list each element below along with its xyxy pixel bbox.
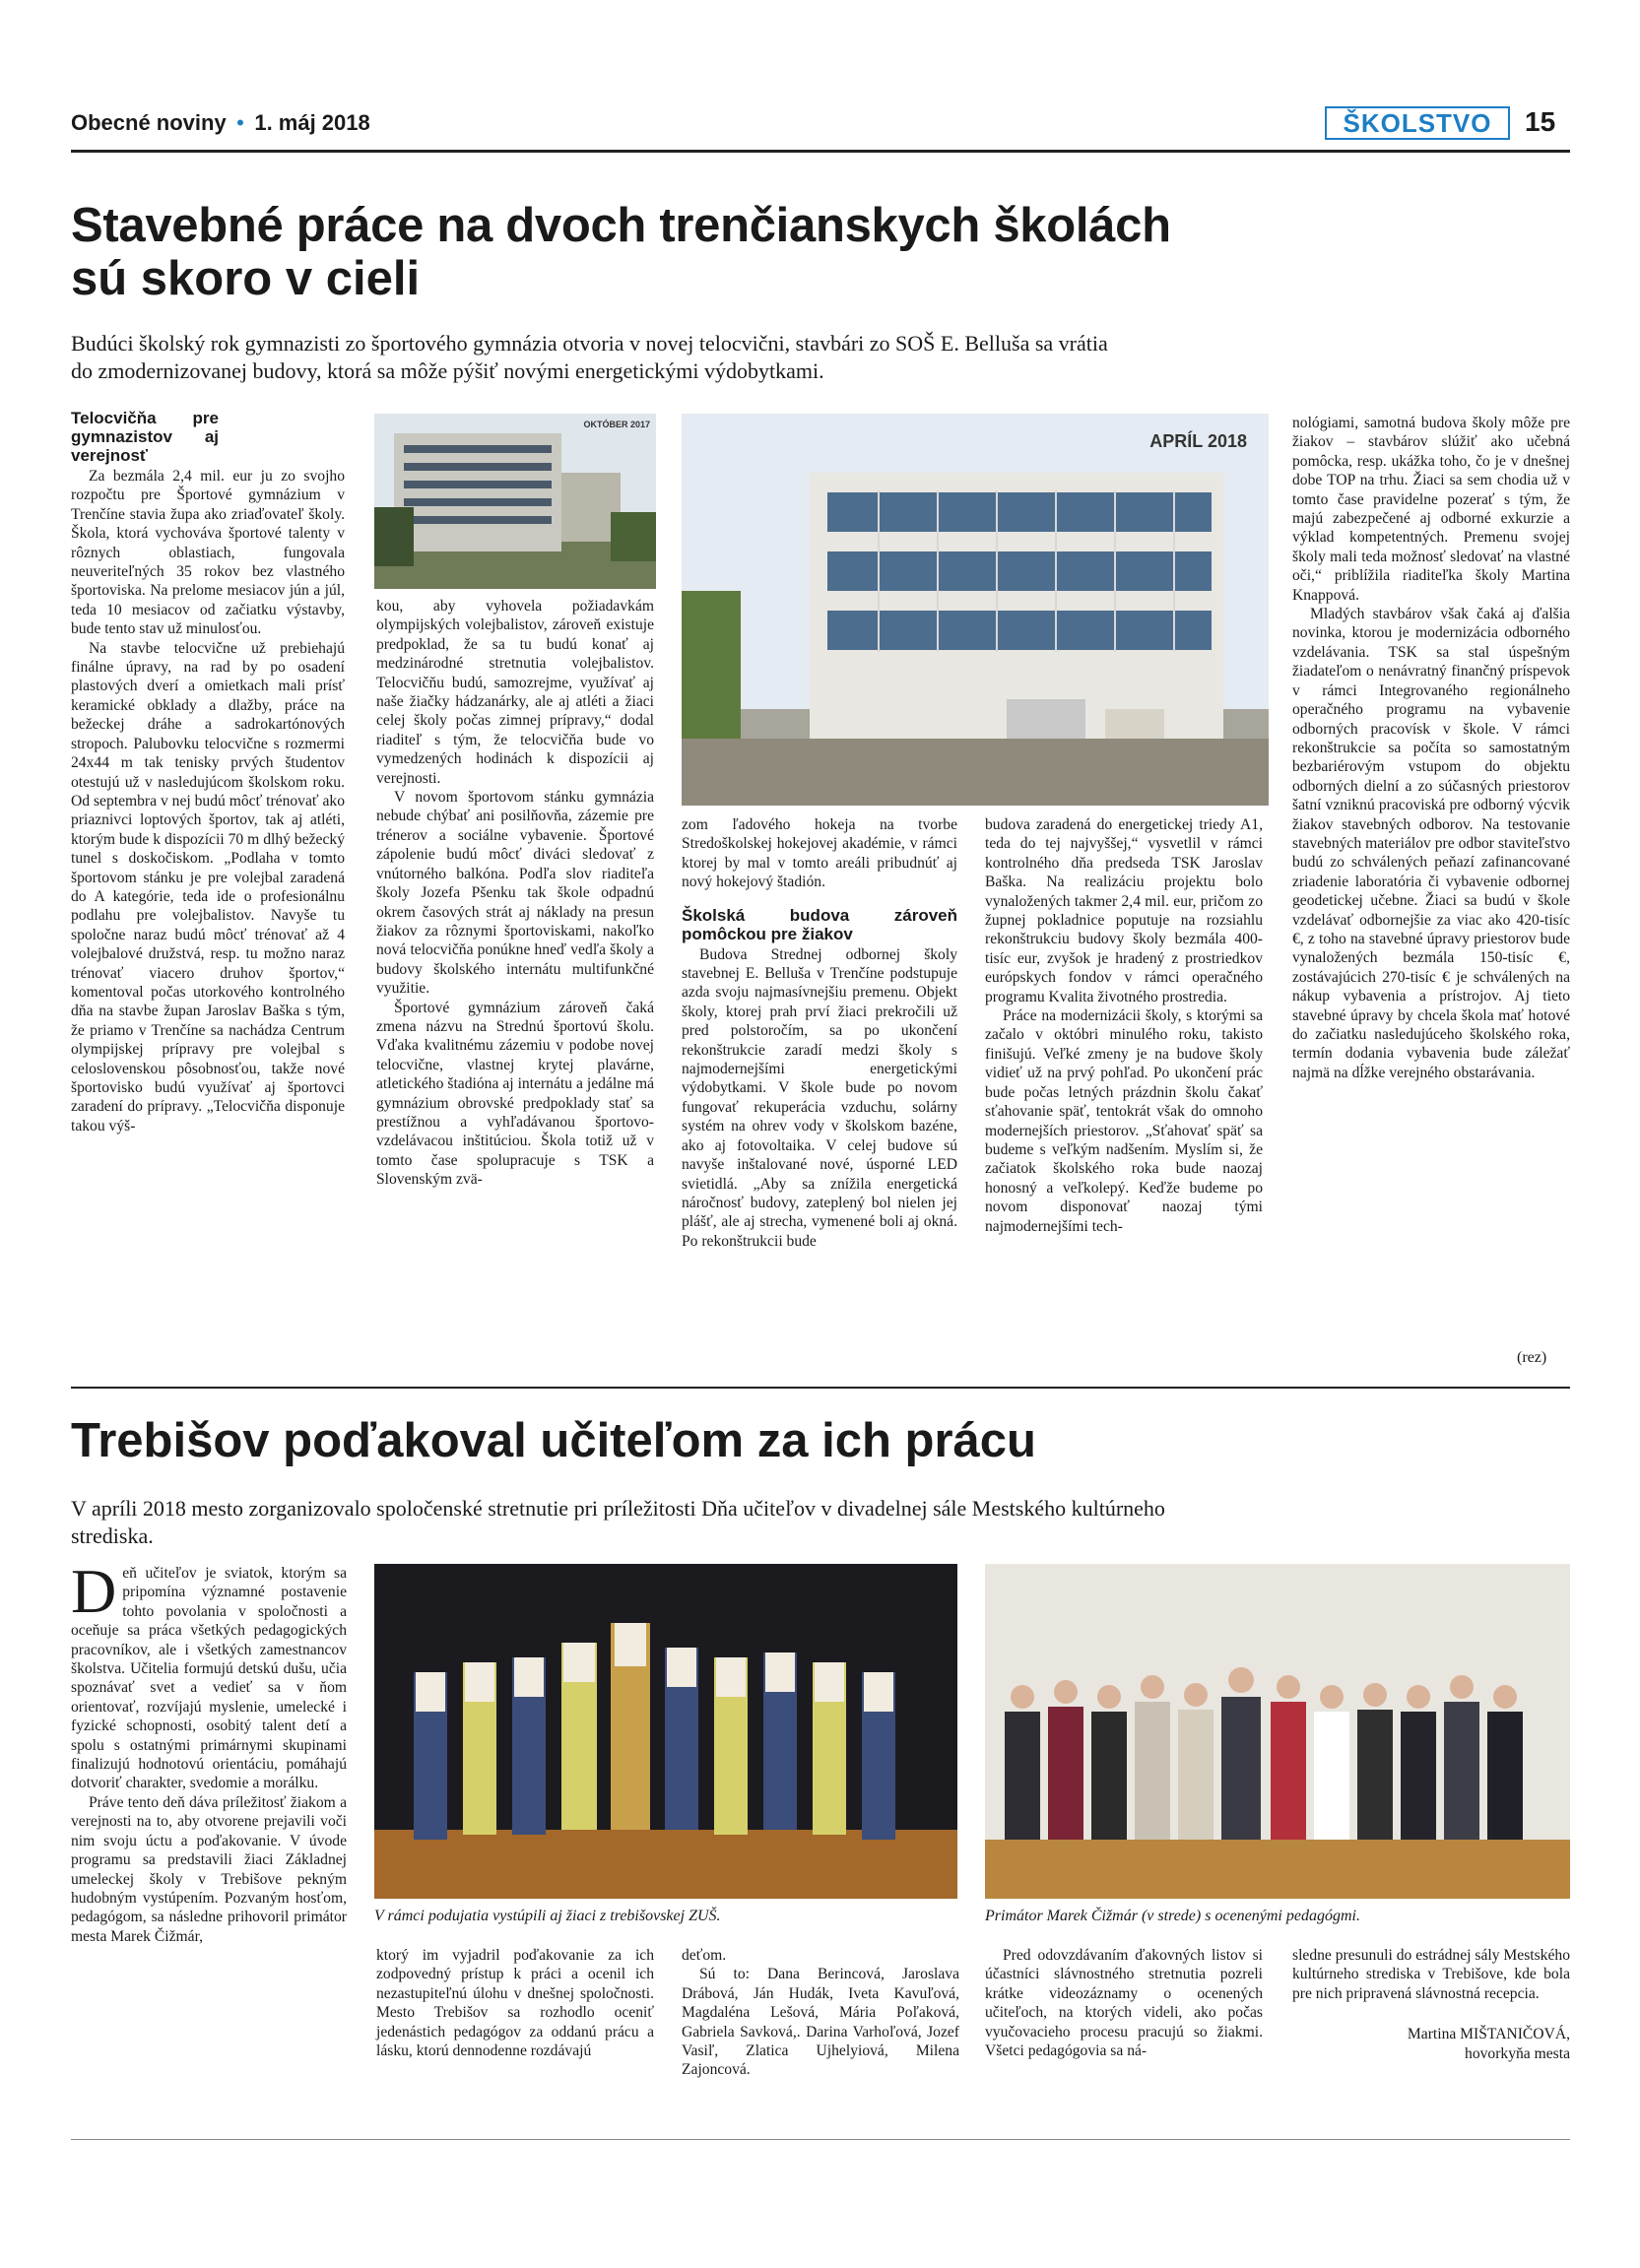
paragraph: ktorý im vyjadril poďakovanie za ich zodpovedný prístup k práci a ocenil ich nezastupiteľnú úlohu v dnešnej spoločnosti. Mesto Trebišov sa rozhodlo oceniť jedenástich pedagógov za oddanú prácu a lásku, ktorú dennodenne rozdávajú [376, 1947, 654, 2060]
article2-column-5 [1292, 1946, 1570, 2143]
author-role: hovorkyňa mesta [1465, 2044, 1570, 2062]
footer-rule [71, 2139, 1570, 2140]
article2-lead-line1: V apríli 2018 mesto zorganizovalo spoločenské stretnutie pri príležitosti Dňa učiteľov v divadelnej sále Mestského kultúrneho [71, 1496, 1165, 1521]
paragraph: Pred odovzdávaním ďakovných listov si účastníci slávnostného stretnutia pozreli krátke videozáznamy o ocenených učiteľoch, na ktorých videli, ako počas vyučovacieho procesu pracujú so žiakmi. Všetci pedagógovia sa ná- [985, 1947, 1263, 2060]
subhead-gymnasium: Telocvičňa pre gymnazistov aj verejnosť [71, 409, 219, 465]
paragraph: Sú to: Dana Berincová, Jaroslava Drábová, Ján Hudák, Iveta Kavuľová, Magdaléna Lešová, Mária Poľaková, Gabriela Savková,. Darina Varhoľová, Jozef Vasiľ, Zlatica Ujhelyiová, Milena Zajoncová. [682, 1966, 959, 2079]
author-name: Martina MIŠTANIČOVÁ, [1407, 2026, 1570, 2043]
paragraph: Na stavbe telocvične už prebiehajú finálne úpravy, na rad by po osadení plastových dverí a omietkach mali prísť keramické obklady a dlažby, práce na bežeckej dráhe a sadrokartónových stropoch. Palubovku telocvične s rozmermi 24x44 m tak tenisky prvých študentov otestujú už v nasledujúcom školskom roku. Od septembra v nej budú môcť trénovať ako priaznivci loptových športov, tak aj atléti, ktorým bude k dispozícii 70 m dlhý bežecký tunel s doskočiskom. „Podlaha v tomto športovom stánku je pre volejbal zaradená do A kategórie, teda ide o profesionálnu podlahu pre volejbalistov. Navyše tu spoločne naraz budú môcť trénovať až 4 volejbalové družstvá, resp. tu možno naraz trénovať viacero druhov športov,“ komentoval počas utorkového kontrolného dňa na stavbe župan Jaroslav Baška s tým, že priamo v Trenčíne sa nachádza Centrum olympijskej prípravy pre volejbal s celoslovenskou pôsobnosťou, takže nové športovisko budú využívať aj športovci zaradení do prípravy. „Telocvičňa disponuje takou výš- [71, 639, 345, 1134]
paper-name: Obecné noviny [71, 110, 227, 135]
paragraph: kou, aby vyhovela požiadavkám olympijských volejbalistov, zároveň existuje predpoklad, že sa tu budú konať aj medzinárodné stretnutia volejbalistov. Telocvičňu budú, samozrejme, využívať aj naše žiačky hádzanárky, ale aj atléti a žiaci celej školy počas zimnej prípravy,“ dodal riaditeľ s tým, že telocvičňa bude vo vymedzených hodinách k dispozícii aj verejnosti. [376, 598, 654, 787]
article1-lead-line2: do zmodernizovanej budovy, ktorá sa môže pýšiť novými energetickými výdobytkami. [71, 358, 824, 383]
article1-column-4 [985, 815, 1263, 1385]
paragraph: zom ľadového hokeja na tvorbe Stredoškolskej hokejovej akadémie, v rámci ktorej by mal v tomto areáli pribudnúť aj nový hokejový štadión. [682, 816, 957, 891]
article1-column-1 [71, 409, 345, 1384]
paragraph: Za bezmála 2,4 mil. eur ju zo svojho rozpočtu pre Športové gymnázium v Trenčíne stavia župa ako zriaďovateľ školy. Škola, ktorá vychováva športové talenty v rôznych oblastiach, fungovala neuveriteľných 35 rokov bez vlastného športoviska. Na prelome mesiacov jún a júl, teda 10 mesiacov od začiatku výstavby, bude tento stav už minulosťou. [71, 468, 345, 638]
article2-column-3 [682, 1946, 959, 2143]
article2-column-1 [71, 1556, 347, 2135]
subhead-school-building: Školská budova zároveň pomôckou pre žiakov [682, 905, 957, 943]
article1-column-2 [376, 597, 654, 1385]
article1-signature: (rez) [1517, 1349, 1547, 1366]
article1-column-5 [1292, 414, 1570, 1369]
photo-caption: V rámci podujatia vystúpili aj žiaci z trebišovskej ZUŠ. [374, 1908, 721, 1924]
photo-awarded-teachers [985, 1564, 1570, 1899]
article2-column-2 [376, 1946, 654, 2143]
section-label: ŠKOLSTVO [1343, 108, 1492, 138]
article2-column-4 [985, 1946, 1263, 2143]
photo-school-april [682, 414, 1269, 806]
drop-cap: D [71, 1556, 117, 1626]
paragraph: Mladých stavbárov však čaká aj ďalšia novinka, ktorou je modernizácia odborného vzdelávania. TSK sa stal úspešným žiadateľom o nenávratný finančný príspevok v rámci Integrovaného regionálneho operačného programu na vybavenie odborných pracovísk v škole. V rámci rekonštrukcie sa počíta so samostatným bezbariérovým vstupom do objektu odborných dielní a zo súčasných priestorov šatní vzniknú pracoviská pre odborný výcvik žiakov stavebných odborov. Na testovanie stavebných materiálov pre odbor staviteľstvo budú zo schválených peňazí zafinancované zriadenie laboratória či vybavenie odbornej geodetickej učebne. Žiaci sa budú v škole vzdelávať odbornejšie za viac ako 420-tisíc €, z toho na stavebné úpravy priestorov bude vynaložených bezmála 150-tisíc €, zostávajúcich 270-tisíc € je schválených na nákup vybavenia a prístrojov. Aj tieto stavebné úpravy by chcela škola mať hotové do začiatku nasledujúceho školského roka, termín dodania vybavenia bude záležať najmä na dĺžke verejného obstarávania. [1292, 606, 1570, 1081]
article2-title: Trebišov poďakoval učiteľom za ich prácu [71, 1414, 1036, 1467]
header-rule [71, 150, 1570, 153]
paragraph: Práve tento deň dáva príležitosť žiakom a verejnosti na to, aby otvorene prejavili voči nim svoju úctu a poďakovanie. V úvode programu sa predstavili žiaci Základnej umeleckej školy v Trebišove pekným hudobným vystúpením. Pozvaným hosťom, pedagógom, sa následne prihovoril primátor mesta Marek Čižmár, [71, 1793, 347, 1945]
paragraph: deťom. [682, 1947, 727, 1964]
issue-date: 1. máj 2018 [254, 110, 370, 135]
photo-date-label: APRÍL 2018 [1149, 431, 1247, 451]
photo-zus-performance [374, 1564, 957, 1899]
paragraph: Budova Strednej odbornej školy stavebnej E. Belluša v Trenčíne podstupuje azda svoju najmasívnejšiu premenu. Objekt školy, ktorej prah prví žiaci prekročili už pred polstoročím, sa po ukončení rekonštrukcie zaradí medzi školy s najmodernejšími energetickými výdobytkami. V škole bude po novom fungovať rekuperácia vzduchu, solárny systém na ohrev vody v školskom bazéne, ako aj fotovoltaika. V celej budove sú navyše inštalované nové, úsporné LED svietidlá. „Aby sa znížila energetická náročnosť budovy, zateplený bol nielen jej plášť, ale aj strecha, vymenené boli aj okná. Po rekonštrukcii bude [682, 945, 957, 1250]
paragraph: budova zaradená do energetickej triedy A1, teda do tej najvyššej,“ vysvetlil v rámci kontrolného dňa predseda TSK Jaroslav Baška. Na realizáciu projektu bolo vynaložených takmer 2,4 mil. eur, pričom zo župnej pokladnice poputuje na rozsiahlu rekonštrukciu budovy školy bezmála 400-tisíc eur, zvyšok je hradený z prostriedkov európskych fondov v rámci operačného programu Kvalita životného prostredia. [985, 816, 1263, 1005]
photo-caption: Primátor Marek Čižmár (v strede) s ocenenými pedagógmi. [985, 1908, 1360, 1924]
article2-lead-line2: strediska. [71, 1523, 154, 1548]
paragraph: V novom športovom stánku gymnázia nebude chýbať ani posilňovňa, zázemie pre trénerov a sociálne vybavenie. Športové zápolenie budú môcť diváci sledovať z vnútorného balkóna. Podľa slov riaditeľa školy Jozefa Pšenku tak škole odpadnú okrem časových strát aj náklady na presun žiakov za rôznymi športoviskami, nakoľko nová telocvičňa ponúkne hneď vedľa školy a budovy školského internátu multifunkčné využitie. [376, 789, 654, 998]
article1-title-line1: Stavebné práce na dvoch trenčianskych školách [71, 199, 1171, 252]
header-bullet: • [236, 110, 244, 135]
photo-date-label: OKTÓBER 2017 [583, 420, 650, 429]
article1-lead-line1: Budúci školský rok gymnazisti zo športového gymnázia otvoria v novej telocvični, stavbári zo SOŠ E. Belluša sa vrátia [71, 331, 1108, 356]
article1-title-line2: sú skoro v cieli [71, 252, 421, 305]
article1-column-3 [682, 815, 957, 1385]
page-number: 15 [1525, 106, 1556, 137]
article-divider [71, 1387, 1570, 1389]
paragraph: sledne presunuli do estrádnej sály Mestského kultúrneho strediska v Trebišove, kde bola pre nich pripravená slávnostná recepcia. [1292, 1947, 1570, 2002]
paragraph: Športové gymnázium zároveň čaká zmena názvu na Strednú športovú školu. Vďaka kvalitnému zázemiu v podobe novej telocvične, vlastnej krytej plavárne, atletického štadióna aj internátu a jedálne má gymnázium obrovské predpoklady stať sa prestížnou a vyhľadávanou športovo-vzdelávacou inštitúciou. Škola totiž už v tomto čase spolupracuje s TSK a Slovenským zvä- [376, 999, 654, 1189]
paragraph: Práce na modernizácii školy, s ktorými sa začalo v októbri minulého roku, takisto finišujú. Veľké zmeny je na budove školy vidieť už na prvý pohľad. Po ukončení prác bude počas letných prázdnin školu čakať sťahovanie späť, tentokrát však do omnoho modernejších priestorov. „Sťahovať späť sa budeme s veľkým nadšením. Myslím si, že začiatok školského roka bude naozaj honosný a veľkolepý. Keďže budeme po novom disponovať naozaj tými najmodernejšími tech- [985, 1007, 1263, 1235]
paragraph: nológiami, samotná budova školy môže pre žiakov – stavbárov slúžiť ako učebná pomôcka, resp. ukážka toho, čo je v dnešnej dobe TOP na trhu. Žiaci sa sem chodia už v tomto čase pravidelne pozerať s tým, že majú zabezpečené aj odborné exkurzie a výklad kompetentných. Premenu svojej školy mali teda možnosť sledovať na vlastné oči,“ priblížila riaditeľka školy Martina Knappová. [1292, 415, 1570, 604]
photo-gymnasium-october [374, 414, 656, 589]
paragraph: Deň učiteľov je sviatok, ktorým sa pripomína významné postavenie tohto povolania v spoločnosti a oceňuje sa práca všetkých pedagogických pracovníkov, ale i všetkých zamestnancov školstva. Učitelia formujú detskú dušu, učia spoznávať svet a vedieť sa v ňom orientovať, rozvíjajú myslenie, umelecké i fyzické schopnosti, osobitý talent detí a spolu s ostatnými primárnymi skupinami finalizujú hodnotovú orientáciu, pomáhajú dotvoriť charakter, svedomie a morálku. [71, 1556, 347, 1792]
